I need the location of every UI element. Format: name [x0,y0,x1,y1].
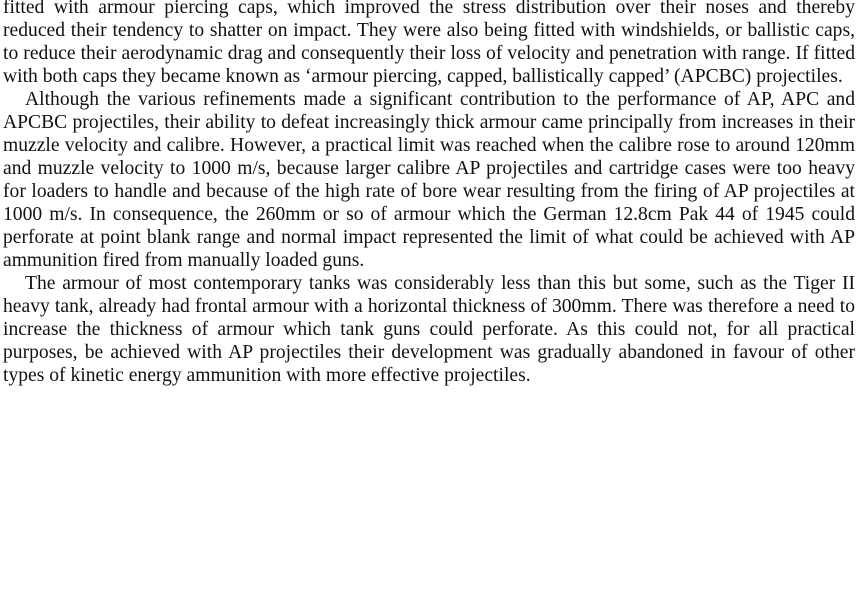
paragraph-2: Although the various refinements made a significant contribution to the performance of AP, APC and APCBC projectiles, their ability to defeat increasingly thick armour came principally from increases in their muzzle velocity and calibre. However, a practical limit was reached when the calibre rose to around 120mm and muzzle velocity to 1000 m/s, because larger calibre AP projectiles and cartridge cases were too heavy for loaders to handle and because of the high rate of bore wear resulting from the firing of AP projectiles at 1000 m/s. In consequence, the 260mm or so of armour which the German 12.8cm Pak 44 of 1945 could perforate at point blank range and normal impact represented the limit of what could be achieved with AP ammunition fired from manually loaded guns. [3,89,855,271]
body-text [3,0,855,387]
paragraph-1: fitted with armour piercing caps, which improved the stress distribution over their noses and thereby reduced their tendency to shatter on impact. They were also being fitted with windshields, or ballistic caps, to reduce their aerodynamic drag and consequently their loss of velocity and penetration with range. If fitted with both caps they became known as ‘armour piercing, capped, ballistically capped’ (APCBC) projectiles. [3,0,855,87]
paragraph-3: The armour of most contemporary tanks was considerably less than this but some, such as the Tiger II heavy tank, already had frontal armour with a horizontal thickness of 300mm. There was therefore a need to increase the thickness of armour which tank guns could perforate. As this could not, for all practical purposes, be achieved with AP projectiles their development was gradually abandoned in favour of other types of kinetic energy ammunition with more effective projectiles. [3,273,855,386]
